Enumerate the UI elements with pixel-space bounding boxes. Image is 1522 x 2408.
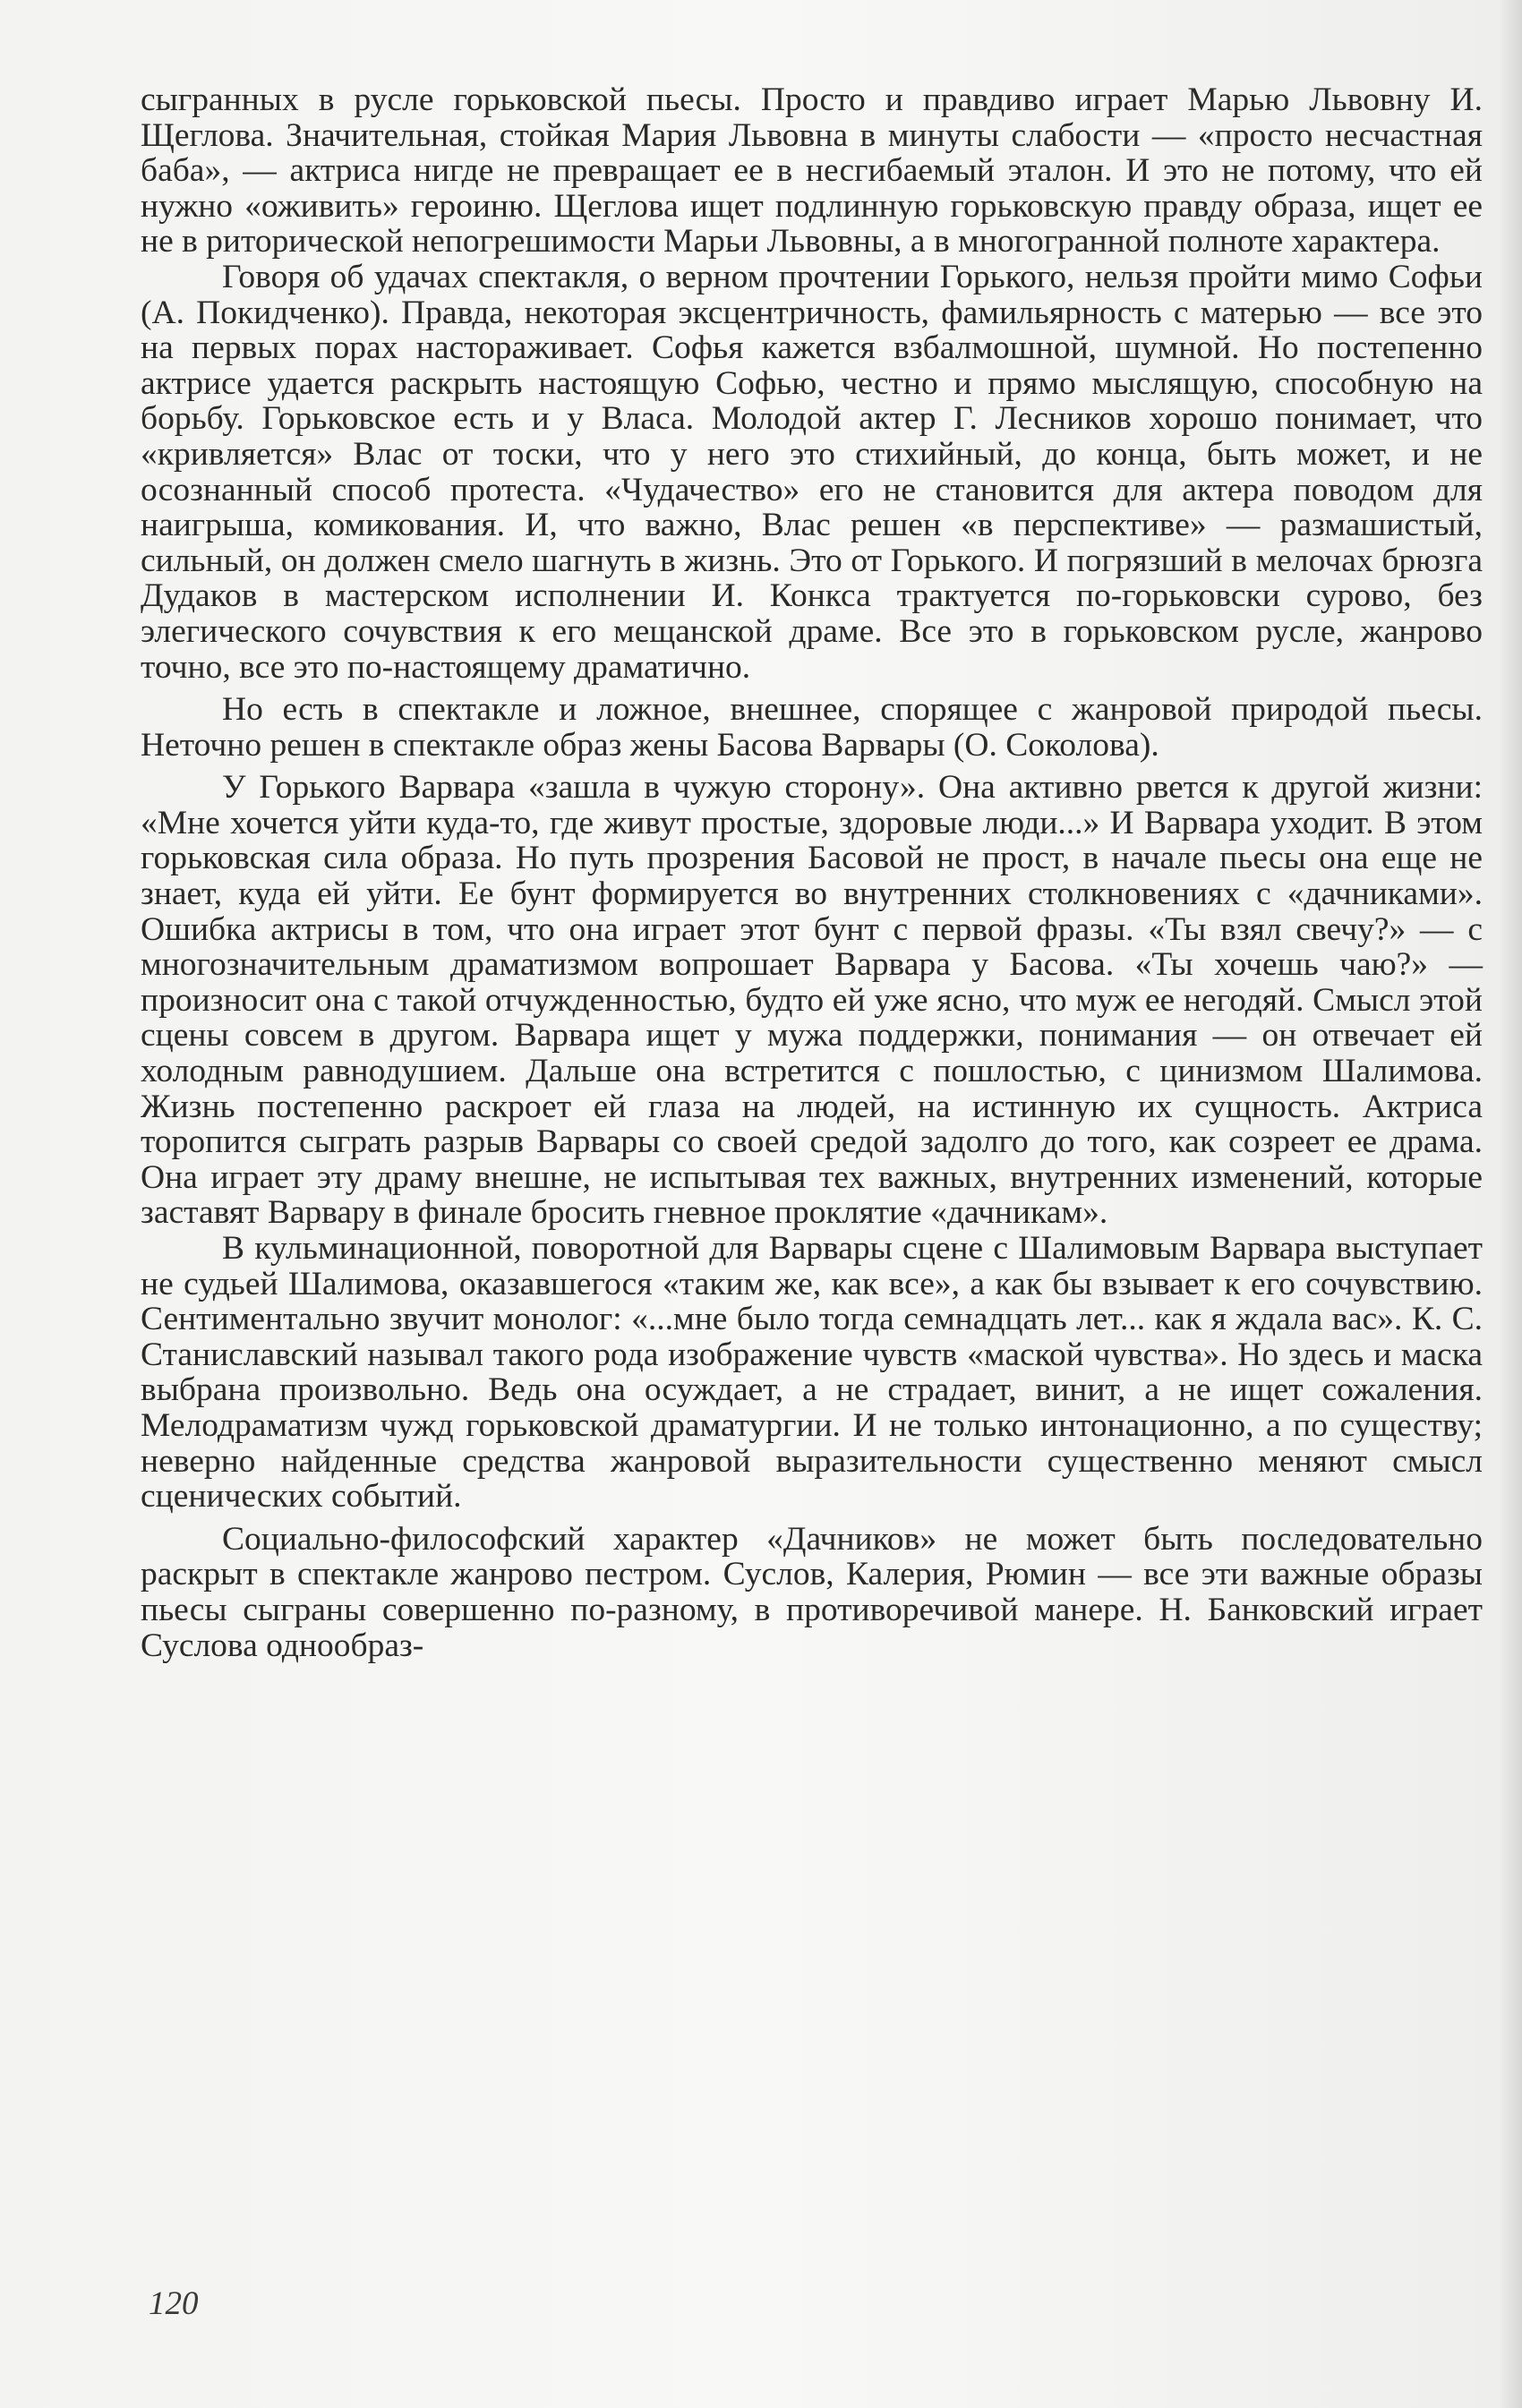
paragraph-5: В кульминационной, поворотной для Варвары сцене с Шалимовым Варвара выступает не судьей Шалимова, оказавшегося «таким же, как все», а как бы взывает к его сочувствию. Сентиментально звучит монолог: «...мне было тогда семнадцать лет... как я ждала вас». К. С. Станиславский называл такого рода изображение чувств «маской чувства». Но здесь и маска выбрана произвольно. Ведь она осуждает, а не страдает, винит, а не ищет сожаления. Мелодраматизм чужд горьковской драматургии. И не только интонационно, а по существу; неверно найденные средства жанровой выразительности существенно меняют смысл сценических событий. xyxy=(141,1230,1483,1516)
paragraph-1: сыгранных в русле горьковской пьесы. Просто и правдиво играет Марью Львовну И. Щеглова. Значительная, стойкая Мария Львовна в минуты слабости — «просто несчастная баба», — актриса нигде не превращает ее в несгибаемый эталон. И это не потому, что ей нужно «оживить» героиню. Щеглова ищет подлинную горьковскую правду образа, ищет ее не в риторической непогрешимости Марьи Львовны, а в многогранной полноте характера. xyxy=(141,81,1483,260)
page-number: 120 xyxy=(149,2285,199,2322)
paragraph-4: У Горького Варвара «зашла в чужую сторону». Она активно рвется к другой жизни: «Мне хочется уйти куда-то, где живут простые, здоровые люди...» И Варвара уходит. В этом горьковская сила образа. Но путь прозрения Басовой не прост, в начале пьесы она еще не знает, куда ей уйти. Ее бунт формируется во внутренних столкновениях с «дачниками». Ошибка актрисы в том, что она играет этот бунт с первой фразы. «Ты взял свечу?» — с многозначительным драматизмом вопрошает Варвара у Басова. «Ты хочешь чаю?» — произносит она с такой отчужденностью, будто ей уже ясно, что муж ее негодяй. Смысл этой сцены совсем в другом. Варвара ищет у мужа поддержки, понимания — он отвечает ей холодным равнодушием. Дальше она встретится с пошлостью, с цинизмом Шалимова. Жизнь постепенно раскроет ей глаза на людей, на истинную их сущность. Актриса торопится сыграть разрыв Варвары со своей средой задолго до того, как созреет ее драма. Она играет эту драму внешне, не испытывая тех важных, внутренних изменений, которые заставят Варвару в финале бросить гневное проклятие «дачникам». xyxy=(141,769,1483,1232)
paragraph-3: Но есть в спектакле и ложное, внешнее, спорящее с жанровой природой пьесы. Неточно решен в спектакле образ жены Басова Варвары (О. Соколова). xyxy=(141,691,1483,764)
body-text xyxy=(141,82,1483,1663)
page-edge-shadow xyxy=(1499,0,1522,2408)
paragraph-2: Говоря об удачах спектакля, о верном прочтении Горького, нельзя пройти мимо Софьи (А. Покидченко). Правда, некоторая эксцентричность, фамильярность с матерью — все это на первых порах настораживает. Софья кажется взбалмошной, шумной. Но постепенно актрисе удается раскрыть настоящую Софью, честно и прямо мыслящую, способную на борьбу. Горьковское есть и у Власа. Молодой актер Г. Лесников хорошо понимает, что «кривляется» Влас от тоски, что у него это стихийный, до конца, быть может, и не осознанный способ протеста. «Чудачество» его не становится для актера поводом для наигрыша, комикования. И, что важно, Влас решен «в перспективе» — размашистый, сильный, он должен смело шагнуть в жизнь. Это от Горького. И погрязший в мелочах брюзга Дудаков в мастерском исполнении И. Конкса трактуется по-горьковски сурово, без элегического сочувствия к его мещанской драме. Все это в горьковском русле, жанрово точно, все это по-настоящему драматично. xyxy=(141,258,1483,686)
paragraph-6: Социально-философский характер «Дачников» не может быть последовательно раскрыт в спектакле жанрово пестром. Суслов, Калерия, Рюмин — все эти важные образы пьесы сыграны совершенно по-разному, в противоречивой манере. Н. Банковский играет Суслова однообраз- xyxy=(141,1520,1483,1664)
